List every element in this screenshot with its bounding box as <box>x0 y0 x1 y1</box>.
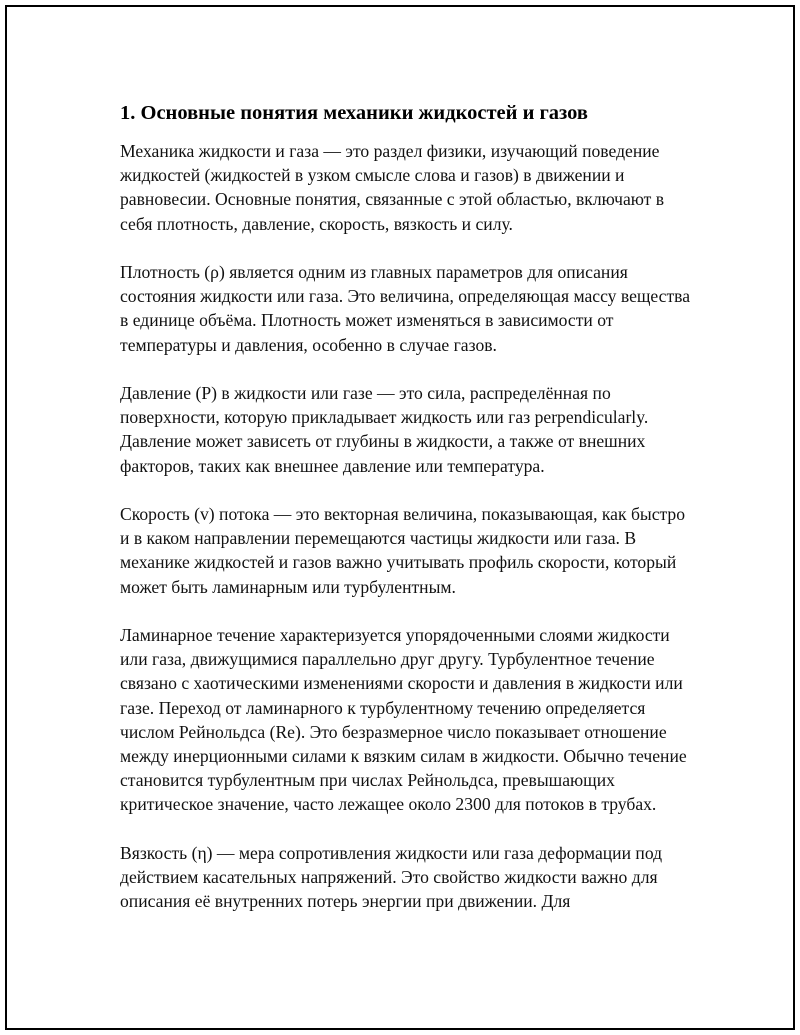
paragraph-density: Плотность (ρ) является одним из главных параметров для описания состояния жидкости или газа. Это величина, определяющая массу вещества в единице объёма. Плотность может изменяться в зависимости от температуры и давления, особенно в случае газов. <box>120 262 691 355</box>
paragraph-pressure: Давление (P) в жидкости или газе — это сила, распределённая по поверхности, которую прикладывает жидкость или газ perpendicularly. Давление может зависеть от глубины в жидкости, а также от внешних факторов, таких как внешнее давление или температура. <box>120 383 649 476</box>
paragraph-velocity: Скорость (v) потока — это векторная величина, показывающая, как быстро и в каком направлении перемещаются частицы жидкости или газа. В механике жидкостей и газов важно учитывать профиль скорости, который может быть ламинарным или турбулентным. <box>120 504 686 597</box>
paragraph-viscosity: Вязкость (η) — мера сопротивления жидкости или газа деформации под действием касательных напряжений. Это свойство жидкости важно для описания её внутренних потерь энергии при движении. Для <box>120 842 663 912</box>
document-body <box>120 99 695 938</box>
paragraph-mechanics-intro: Механика жидкости и газа — это раздел физики, изучающий поведение жидкостей (жидкостей в узком смысле слова и газов) в движении и равновесии. Основные понятия, связанные с этой областью, включают в себя плотность, давление, скорость, вязкость и силу. <box>120 141 665 234</box>
page-frame <box>5 5 795 1030</box>
paragraph-flow-regimes: Ламинарное течение характеризуется упорядоченными слоями жидкости или газа, движущимися параллельно друг другу. Турбулентное течение связано с хаотическими изменениями скорости и давления в жидкости или газе. Переход от ламинарного к турбулентному течению определяется числом Рейнольдса (Re). Это безразмерное число показывает отношение между инерционными силами к вязким силам в жидкости. Обычно течение становится турбулентным при числах Рейнольдса, превышающих критическое значение, часто лежащее около 2300 для потоков в трубах. <box>120 625 687 815</box>
section-title: 1. Основные понятия механики жидкостей и газов <box>120 102 588 124</box>
